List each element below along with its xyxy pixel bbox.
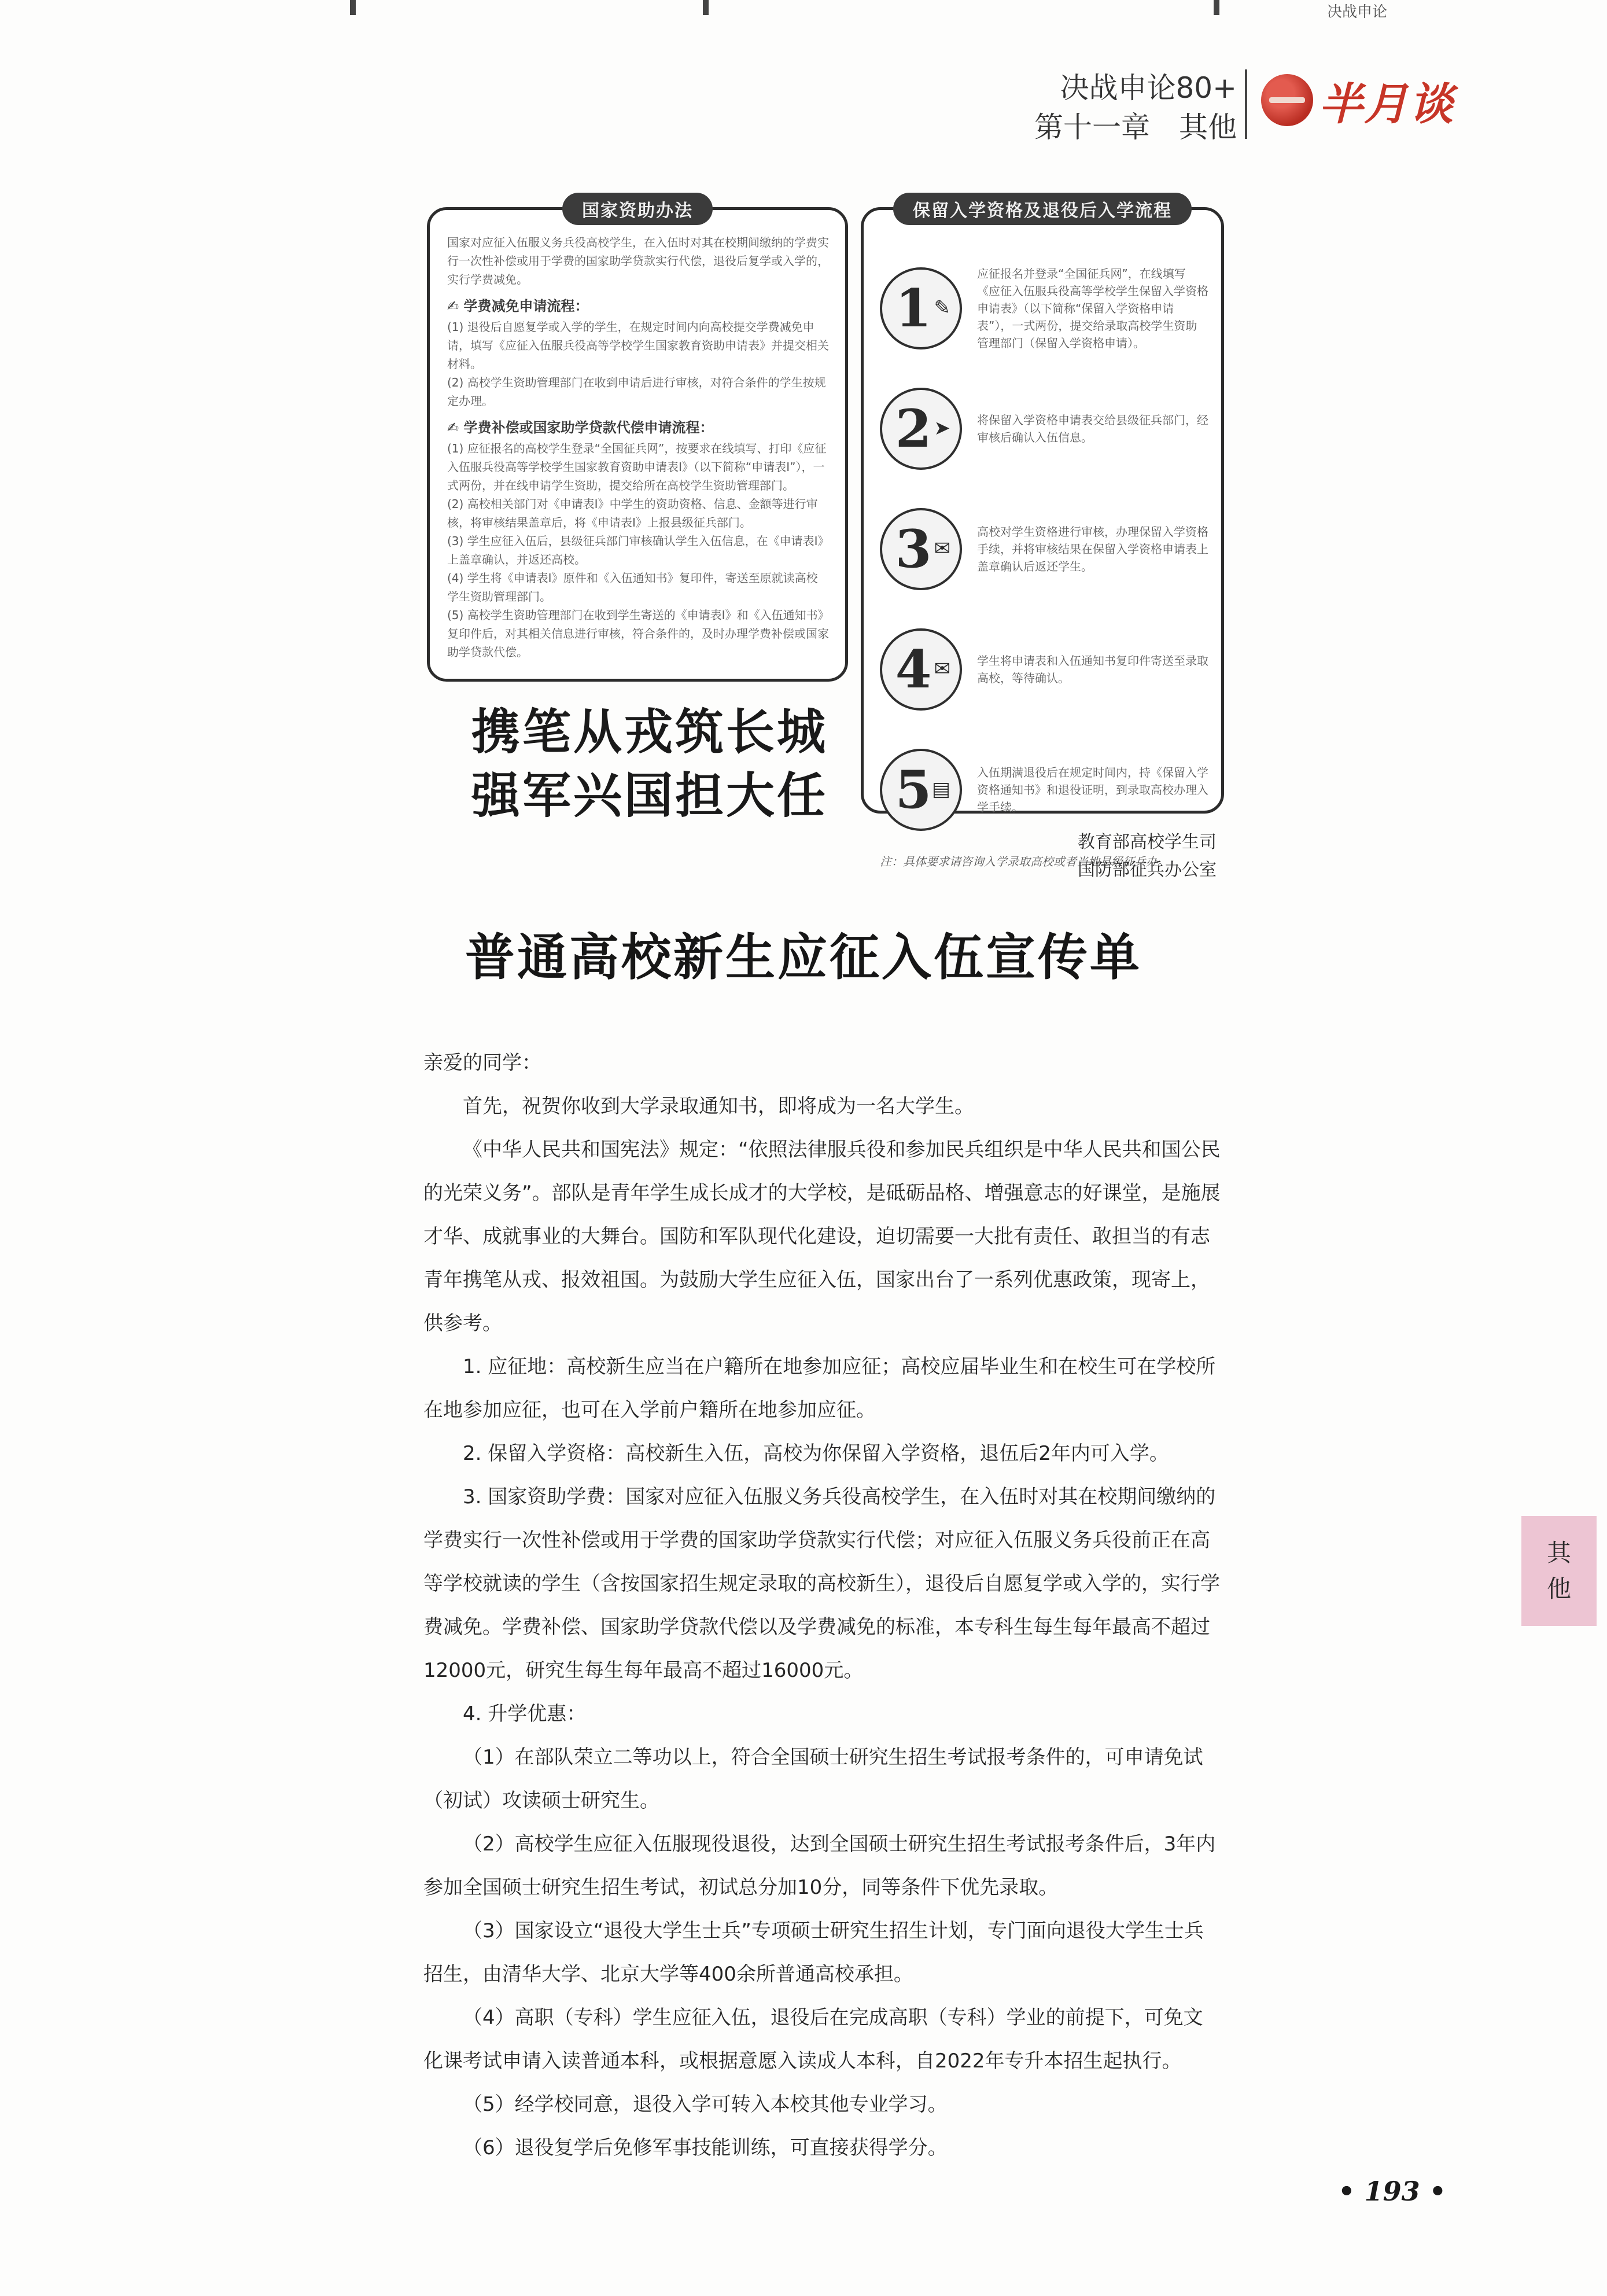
issuer-education: 教育部高校学生司 [1078,832,1217,852]
slogan-line-1: 携笔从戎筑长城 [471,703,828,760]
page-number: • 193 • [1338,2176,1446,2207]
funding-panel-title: 国家资助办法 [562,193,713,225]
paragraph: （5）经学校同意，退役入学可转入本校其他专业学习。 [463,2093,948,2116]
step-item [880,612,1215,727]
step-text: 学生将申请表和入伍通知书复印件寄送至录取高校，等待确认。 [977,654,1208,685]
slogan [471,700,828,827]
scan-mark [703,0,709,15]
paragraph: 4. 升学优惠： [463,1702,587,1725]
step-badge: 1 ✎ [880,267,962,349]
corner-mark: 决战申论 [1326,3,1387,21]
paragraph: （2）高校学生应征入伍服现役退役，达到全国硕士研究生招生考试报考条件后，3年内参加全国硕士研究生招生考试，初试总分加10分，同等条件下优先录取。 [423,1833,1216,1899]
paragraph: （3）国家设立“退役大学生士兵”专项硕士研究生招生计划，专门面向退役大学生士兵招生，由清华大学、北京大学等400余所普通高校承担。 [423,1919,1204,1986]
section-title: ✍ 学费补偿或国家助学贷款代偿申请流程： [447,420,714,436]
list-item: (1) 应征报名的高校学生登录“全国征兵网”，按要求在线填写、打印《应征入伍服兵役高等学校学生国家教育资助申请表Ⅰ》（以下简称“申请表Ⅰ”），一式两份，并在线申请学生资助，提交给所在高校学生资助管理部门。 [447,441,827,492]
list-item: (4) 学生将《申请表Ⅰ》原件和《入伍通知书》复印件，寄送至原就读高校学生资助管理部门。 [447,571,818,604]
step-item [880,251,1215,366]
paper-plane-icon: ➤ [934,417,950,440]
step-text: 将保留入学资格申请表交给县级征兵部门，经审核后确认入伍信息。 [977,413,1208,444]
scan-mark [1214,0,1219,15]
pen-icon: ✍ [447,298,464,314]
paragraph: （6）退役复学后免修军事技能训练，可直接获得学分。 [463,2136,948,2159]
page-title: 普通高校新生应征入伍宣传单 [465,928,1142,987]
book-icon: ▤ [931,778,950,801]
brand-name: 半月谈 [1319,78,1454,130]
book-title: 决战申论80+ [1060,71,1237,105]
step-text: 应征报名并登录“全国征兵网”，在线填写《应征入伍服兵役高等学校学生保留入学资格申请表》（以下简称“保留入学资格申请表”），一式两份，提交给录取高校学生资助管理部门（保留入学资格申请）。 [977,267,1208,350]
paragraph: 3. 国家资助学费：国家对应征入伍服义务兵役高校学生，在入伍时对其在校期间缴纳的学费实行一次性补偿或用于学费的国家助学贷款实行代偿；对应征入伍服义务兵役前正在高等学校就读的学生（含按国家招生规定录取的高校新生），退役后自愿复学或入学的，实行学费减免。学费补偿、国家助学贷款代偿以及学费减免的标准，本专科生每生每年最高不超过12000元，研究生每生每年最高不超过16000元。 [423,1485,1220,1682]
chapter-side-tab: 其 他 [1521,1516,1597,1626]
paragraph: 《中华人民共和国宪法》规定：“依照法律服兵役和参加民兵组织是中华人民共和国公民的光荣义务”。部队是青年学生成长成才的大学校，是砥砺品格、增强意志的好课堂，是施展才华、成就事业的大舞台。国防和军队现代化建设，迫切需要一大批有责任、敢担当的有志青年携笔从戎、报效祖国。为鼓励大学生应征入伍，国家出台了一系列优惠政策，现寄上，供参考。 [423,1138,1221,1335]
envelope-icon: ✉ [934,657,950,680]
globe-icon [1261,74,1313,126]
step-item [880,371,1215,487]
list-item: (2) 高校相关部门对《申请表Ⅰ》中学生的资助资格、信息、金额等进行审核，将审核结果盖章后，将《申请表Ⅰ》上报县级征兵部门。 [447,497,818,529]
list-item: (2) 高校学生资助管理部门在收到申请后进行审核，对符合条件的学生按规定办理。 [447,376,826,408]
brand-logo [1261,74,1454,130]
funding-panel [427,201,848,682]
section-title: ✍ 学费减免申请流程： [447,298,589,314]
paragraph: （4）高职（专科）学生应征入伍，退役后在完成高职（专科）学业的前提下，可免文化课考试申请入读普通本科，或根据意愿入读成人本科，自2022年专升本招生起执行。 [423,2006,1203,2073]
chapter-title: 第十一章 其他 [1034,111,1237,144]
step-badge: 4 ✉ [880,628,962,711]
step-badge: 5 ▤ [880,749,962,831]
scan-mark [350,0,356,15]
panel-note: 注：具体要求请咨询入学录取高校或者当地县级征兵办。 [880,855,1169,869]
step-badge: 2 ➤ [880,388,962,470]
list-item: (1) 退役后自愿复学或入学的学生，在规定时间内向高校提交学费减免申请，填写《应征入伍服兵役高等学校学生国家教育资助申请表》并提交相关材料。 [447,320,829,371]
paragraph: （1）在部队荣立二等功以上，符合全国硕士研究生招生考试报考条件的，可申请免试（初试）攻读硕士研究生。 [423,1746,1203,1812]
salutation: 亲爱的同学： [423,1051,541,1075]
step-text: 高校对学生资格进行审核，办理保留入学资格手续，并将审核结果在保留入学资格申请表上盖章确认后返还学生。 [977,525,1208,573]
funding-intro: 国家对应征入伍服义务兵役高校学生，在入伍时对其在校期间缴纳的学费实行一次性补偿或用于学费的国家助学贷款实行代偿，退役后复学或入学的，实行学费减免。 [447,236,829,286]
edit-icon: ✎ [934,296,950,319]
slogan-line-2: 强军兴国担大任 [471,767,828,824]
article-body [423,1042,1222,2170]
step-text: 入伍期满退役后在规定时间内，持《保留入学资格通知书》和退役证明，到录取高校办理入学手续。 [977,766,1208,814]
document-check-icon: ✉ [934,537,950,560]
running-header [1034,68,1237,147]
list-item: (3) 学生应征入伍后，县级征兵部门审核确认学生入伍信息，在《申请表Ⅰ》上盖章确认，并返还高校。 [447,534,824,566]
header-divider [1245,69,1247,139]
step-badge: 3 ✉ [880,508,962,590]
paragraph: 2. 保留入学资格：高校新生入伍，高校为你保留入学资格，退伍后2年内可入学。 [463,1442,1169,1465]
issuer-defense: 国防部征兵办公室 [1078,860,1217,880]
paragraph: 1. 应征地：高校新生应当在户籍所在地参加应征；高校应届毕业生和在校生可在学校所在地参加应征，也可在入学前户籍所在地参加应征。 [423,1355,1216,1422]
pen-icon: ✍ [447,420,464,436]
paragraph: 首先，祝贺你收到大学录取通知书，即将成为一名大学生。 [463,1095,974,1118]
step-item [880,491,1215,607]
enrollment-panel-title: 保留入学资格及退役后入学流程 [893,193,1192,225]
list-item: (5) 高校学生资助管理部门在收到学生寄送的《申请表Ⅰ》和《入伍通知书》复印件后，对其相关信息进行审核，符合条件的，及时办理学费补偿或国家助学贷款代偿。 [447,608,829,659]
